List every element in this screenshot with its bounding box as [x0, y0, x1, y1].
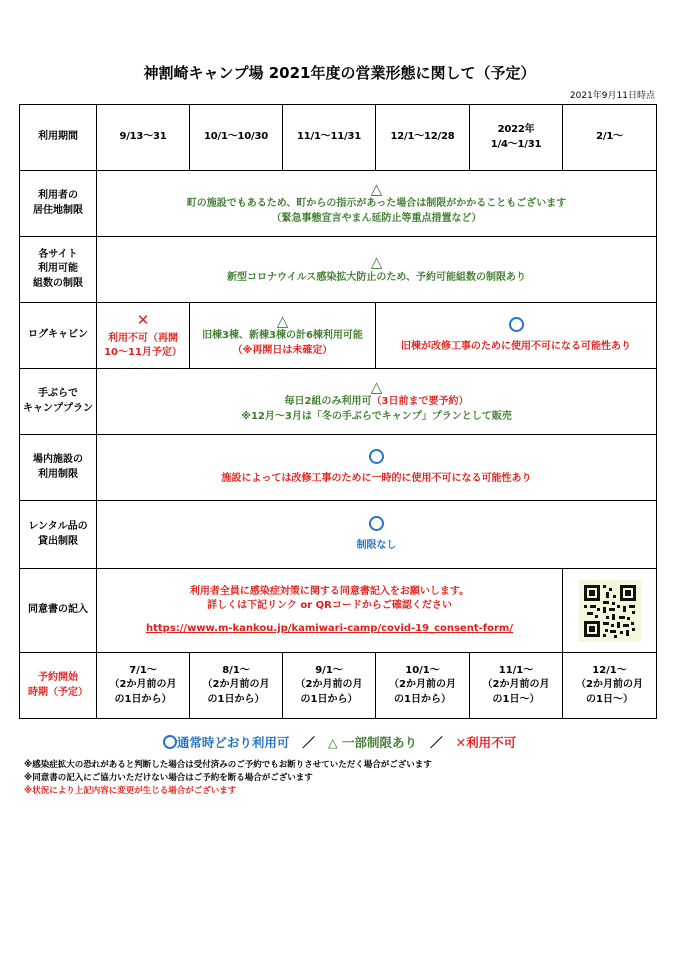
triangle-icon: △: [328, 735, 338, 750]
circle-icon: [509, 317, 524, 332]
row-header-line: 手ぶらで: [38, 388, 78, 399]
tebura-text: [97, 395, 656, 410]
facility-content: [97, 435, 657, 501]
reservation-row: [20, 653, 657, 719]
reservation-date: 7/1〜: [129, 664, 157, 676]
consent-row: [20, 569, 657, 653]
reservation-note: の1日から）: [207, 693, 265, 705]
legend-separator: ／: [430, 735, 443, 750]
facility-text: 施設によっては改修工事のために一時的に使用不可になる可能性あり: [221, 473, 532, 484]
reservation-note: （2か月前の月: [576, 679, 643, 691]
reservation-note: の1日から）: [300, 693, 358, 705]
row-header-line: 各サイト: [38, 248, 78, 260]
reservation-date: 10/1〜: [405, 664, 440, 676]
triangle-icon: △: [276, 311, 289, 330]
reservation-note: の1日〜）: [492, 693, 540, 705]
reservation-cell: [470, 653, 563, 719]
residence-text: 町の施設でもあるため、町からの指示があった場合は制限がかかることもございます: [186, 198, 567, 210]
note-line: ※状況により上記内容に変更が生じる場合がございます: [24, 785, 237, 796]
legend: [0, 733, 679, 751]
row-header-line: キャンププラン: [23, 402, 93, 414]
qr-cell: [563, 569, 657, 653]
row-header-rental: [20, 501, 97, 569]
rental-text: 制限なし: [356, 540, 397, 551]
tebura-winter-note: ※12月〜3月は「冬の手ぶらでキャンプ」プランとして販売: [241, 410, 512, 422]
residence-content: [97, 171, 657, 237]
reservation-cell: [376, 653, 470, 719]
tebura-text-main: 毎日2組のみ利用可: [284, 396, 372, 408]
row-header-period: 利用期間: [20, 105, 97, 171]
consent-link[interactable]: https://www.m-kankou.jp/kamiwari-camp/covid-19_consent-form/: [145, 622, 513, 634]
rental-content: [97, 501, 657, 569]
site-limit-content: [97, 237, 657, 303]
period-cell: [470, 105, 563, 171]
cabin-open-text: 旧棟が改修工事のために使用不可になる可能性あり: [401, 341, 631, 352]
rental-row: [20, 501, 657, 569]
cabin-closed-text: 10〜11月予定）: [104, 347, 182, 359]
cross-icon: ✕: [455, 735, 467, 750]
reservation-cell: [563, 653, 657, 719]
triangle-icon: △: [370, 377, 383, 396]
triangle-icon: △: [370, 253, 383, 271]
row-header-line: 居住地制限: [33, 204, 83, 216]
period-cell: 11/1〜11/31: [283, 105, 376, 171]
site-limit-text: 新型コロナウイルス感染拡大防止のため、予約可能組数の制限あり: [227, 271, 526, 283]
cross-icon: ✕: [136, 311, 150, 330]
facility-row: [20, 435, 657, 501]
residence-subtext: （緊急事態宣言やまん延防止等重点措置など）: [271, 212, 482, 224]
site-limit-row: [20, 237, 657, 303]
period-row: [20, 105, 657, 171]
period-cell: 9/13〜31: [97, 105, 190, 171]
schedule-table: [19, 104, 657, 719]
consent-content: [97, 569, 563, 653]
row-header-line: 利用者の: [38, 190, 78, 201]
row-header-line: 貸出制限: [38, 535, 78, 547]
reservation-date: 11/1〜: [498, 664, 534, 676]
notes: [24, 759, 432, 797]
cabin-partial-cell: [190, 303, 376, 369]
period-cell: 2/1〜: [563, 105, 657, 171]
row-header-site-limit: [20, 237, 97, 303]
circle-icon: [369, 449, 384, 464]
circle-icon: [369, 516, 384, 531]
period-range: 1/4〜1/31: [490, 138, 542, 150]
reservation-note: の1日から）: [394, 693, 451, 705]
cabin-closed-text: 利用不可（再開: [108, 332, 178, 344]
circle-icon: [163, 735, 177, 749]
tebura-row: [20, 369, 657, 435]
row-header-reservation: [20, 653, 97, 719]
triangle-icon: △: [370, 179, 383, 198]
period-cell: 12/1〜12/28: [376, 105, 470, 171]
reservation-date: 9/1〜: [315, 664, 343, 676]
reservation-note: （2か月前の月: [482, 679, 550, 691]
consent-text: 利用者全員に感染症対策に関する同意書記入をお願いします。: [189, 585, 470, 597]
row-header-line: 利用制限: [38, 468, 78, 480]
tebura-content: [97, 369, 657, 435]
cabin-closed-cell: [97, 303, 190, 369]
qr-code-icon[interactable]: [579, 580, 641, 642]
reservation-note: （2か月前の月: [389, 679, 456, 691]
reservation-note: の1日〜）: [586, 693, 633, 705]
row-header-tebura: [20, 369, 97, 435]
period-cell: 10/1〜10/30: [190, 105, 283, 171]
reservation-cell: [283, 653, 376, 719]
period-year: 2022年: [497, 124, 535, 135]
tebura-text-note: （3日前まで要予約）: [371, 396, 469, 408]
row-header-cabin: ログキャビン: [20, 303, 97, 369]
row-header-line: 利用可能: [38, 263, 78, 275]
row-header-line: 時期（予定）: [28, 686, 88, 698]
reservation-cell: [190, 653, 283, 719]
reservation-date: 12/1〜: [592, 664, 627, 676]
row-header-line: レンタル品の: [28, 521, 88, 532]
legend-separator: ／: [302, 735, 315, 750]
row-header-line: 予約開始: [38, 672, 78, 683]
row-header-consent: 同意書の記入: [20, 569, 97, 653]
legend-partial: 一部制限あり: [341, 735, 417, 750]
cabin-partial-note: （※再開日は未確定）: [232, 344, 333, 356]
reservation-note: （2か月前の月: [202, 679, 270, 691]
reservation-note: の1日から）: [114, 693, 172, 705]
reservation-note: （2か月前の月: [109, 679, 177, 691]
cabin-partial-text: 旧棟3棟、新棟3棟の計6棟利用可能: [202, 330, 363, 342]
reservation-note: （2か月前の月: [295, 679, 363, 691]
residence-row: [20, 171, 657, 237]
cabin-row: [20, 303, 657, 369]
note-line: ※同意書の記入にご協力いただけない場合はご予約を断る場合がございます: [24, 772, 313, 783]
row-header-residence: [20, 171, 97, 237]
as-of-date: 2021年9月11日時点: [569, 91, 655, 101]
cabin-open-cell: [376, 303, 657, 369]
legend-ok: 通常時どおり利用可: [176, 735, 290, 750]
note-line: ※感染症拡大の恐れがあると判断した場合は受付済みのご予約でもお断りさせていただく場合がございます: [24, 760, 432, 770]
reservation-cell: [97, 653, 190, 719]
document-title: 神割崎キャンプ場 2021年度の営業形態に関して（予定）: [143, 64, 536, 82]
row-header-facility: [20, 435, 97, 501]
consent-text: 詳しくは下記リンク or QRコードからご確認ください: [207, 600, 452, 612]
row-header-line: 組数の制限: [33, 277, 83, 289]
reservation-date: 8/1〜: [222, 664, 250, 676]
legend-ng: 利用不可: [466, 735, 517, 750]
row-header-line: 場内施設の: [33, 454, 83, 465]
